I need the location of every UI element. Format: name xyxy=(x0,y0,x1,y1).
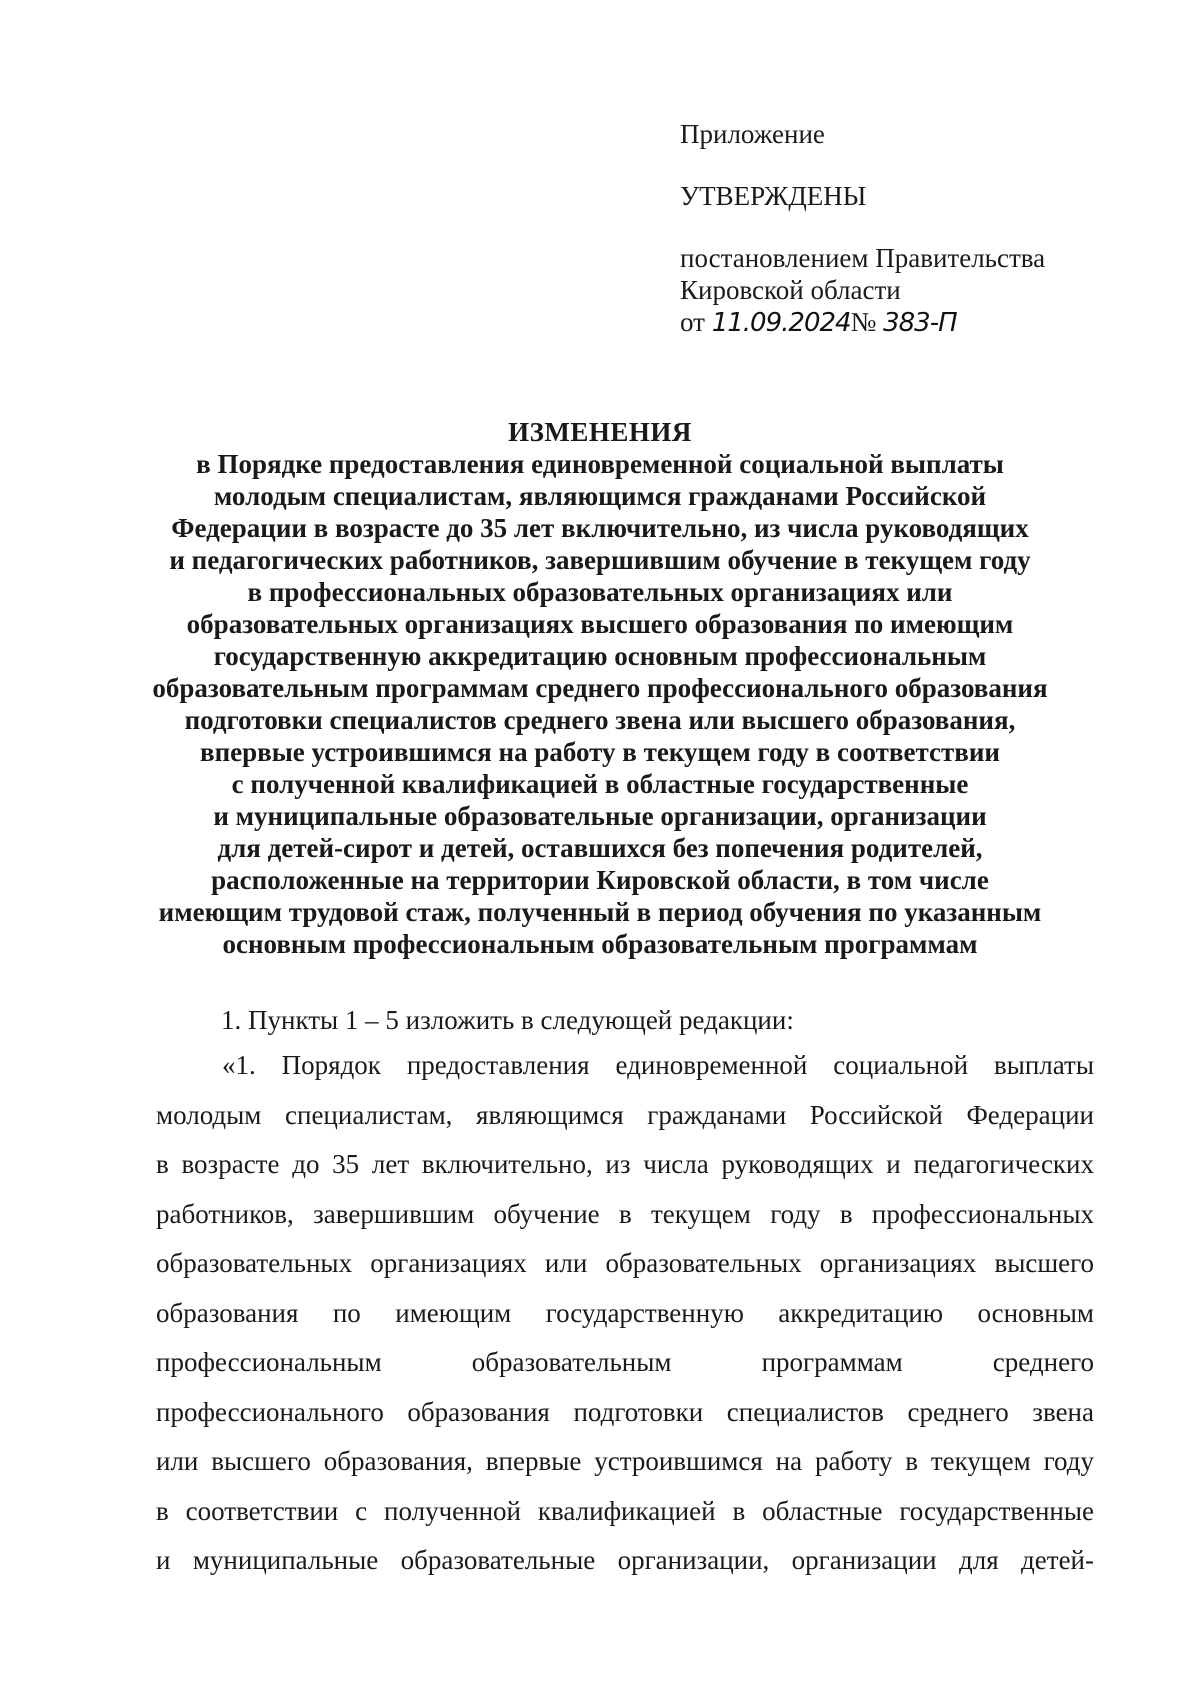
title-line: молодым специалистам, являющимся гражданами Российской xyxy=(213,481,987,511)
decree-reference xyxy=(680,242,1045,339)
paragraph-line: и муниципальные образовательные организации, организации для детей- xyxy=(156,1545,1094,1575)
handwritten-date: 11.09.2024 xyxy=(711,308,851,338)
title-line: основным профессиональным образовательным программам xyxy=(222,929,978,959)
title-heading: ИЗМЕНЕНИЯ xyxy=(508,417,692,447)
decree-line: постановлением Правительства xyxy=(680,243,1046,273)
number-sign: № xyxy=(850,307,877,337)
decree-date-line xyxy=(680,306,1045,339)
paragraph-line: «1. Порядок предоставления единовременной социальной выплаты xyxy=(222,1050,1094,1080)
title-line: впервые устроившимся на работу в текущем году в соответствии xyxy=(200,737,1000,767)
title-line: образовательных организациях высшего образования по имеющим xyxy=(186,609,1014,639)
title-line: с полученной квалификацией в областные государственные xyxy=(231,769,969,799)
body-paragraph xyxy=(156,1041,1094,1586)
paragraph-line: или высшего образования, впервые устроившимся на работу в текущем году xyxy=(156,1446,1094,1476)
decree-line: Кировской области xyxy=(680,275,901,305)
title-line: подготовки специалистов среднего звена или высшего образования, xyxy=(184,705,1016,735)
appendix-label: Приложение xyxy=(680,119,825,149)
handwritten-number: 383-П xyxy=(883,308,957,338)
paragraph-line: профессиональным образовательным программам среднего xyxy=(156,1347,1094,1377)
title-line: государственную аккредитацию основным профессиональным xyxy=(213,641,987,671)
title-line: и муниципальные образовательные организации, организации xyxy=(213,801,987,831)
document-title xyxy=(140,416,1060,960)
approved-label: УТВЕРЖДЕНЫ xyxy=(680,181,867,211)
title-line: в Порядке предоставления единовременной социальной выплаты xyxy=(196,449,1004,479)
title-line: образовательным программам среднего профессионального образования xyxy=(152,673,1048,703)
paragraph-line: образовательных организациях или образовательных организациях высшего xyxy=(156,1248,1094,1278)
title-line: и педагогических работников, завершившим обучение в текущем году xyxy=(169,545,1031,575)
title-line: Федерации в возрасте до 35 лет включительно, из числа руководящих xyxy=(171,513,1029,543)
title-line: расположенные на территории Кировской области, в том числе xyxy=(211,865,989,895)
title-line: имеющим трудовой стаж, полученный в период обучения по указанным xyxy=(158,897,1042,927)
paragraph-line: работников, завершившим обучение в текущем году в профессиональных xyxy=(156,1198,1094,1229)
paragraph-line: молодым специалистам, являющимся гражданами Российской Федерации xyxy=(156,1099,1094,1130)
paragraph-line: образования по имеющим государственную аккредитацию основным xyxy=(156,1297,1094,1328)
paragraph-line: в возрасте до 35 лет включительно, из числа руководящих и педагогических xyxy=(156,1149,1094,1179)
date-prefix: от xyxy=(680,307,705,337)
title-line: в профессиональных образовательных организациях или xyxy=(247,577,953,607)
paragraph-line: в соответствии с полученной квалификацией в областные государственные xyxy=(156,1495,1094,1526)
paragraph-line: профессионального образования подготовки специалистов среднего звена xyxy=(156,1396,1094,1427)
title-line: для детей-сирот и детей, оставшихся без попечения родителей, xyxy=(217,833,983,863)
item-1-text: 1. Пункты 1 – 5 изложить в следующей редакции: xyxy=(221,1005,794,1035)
